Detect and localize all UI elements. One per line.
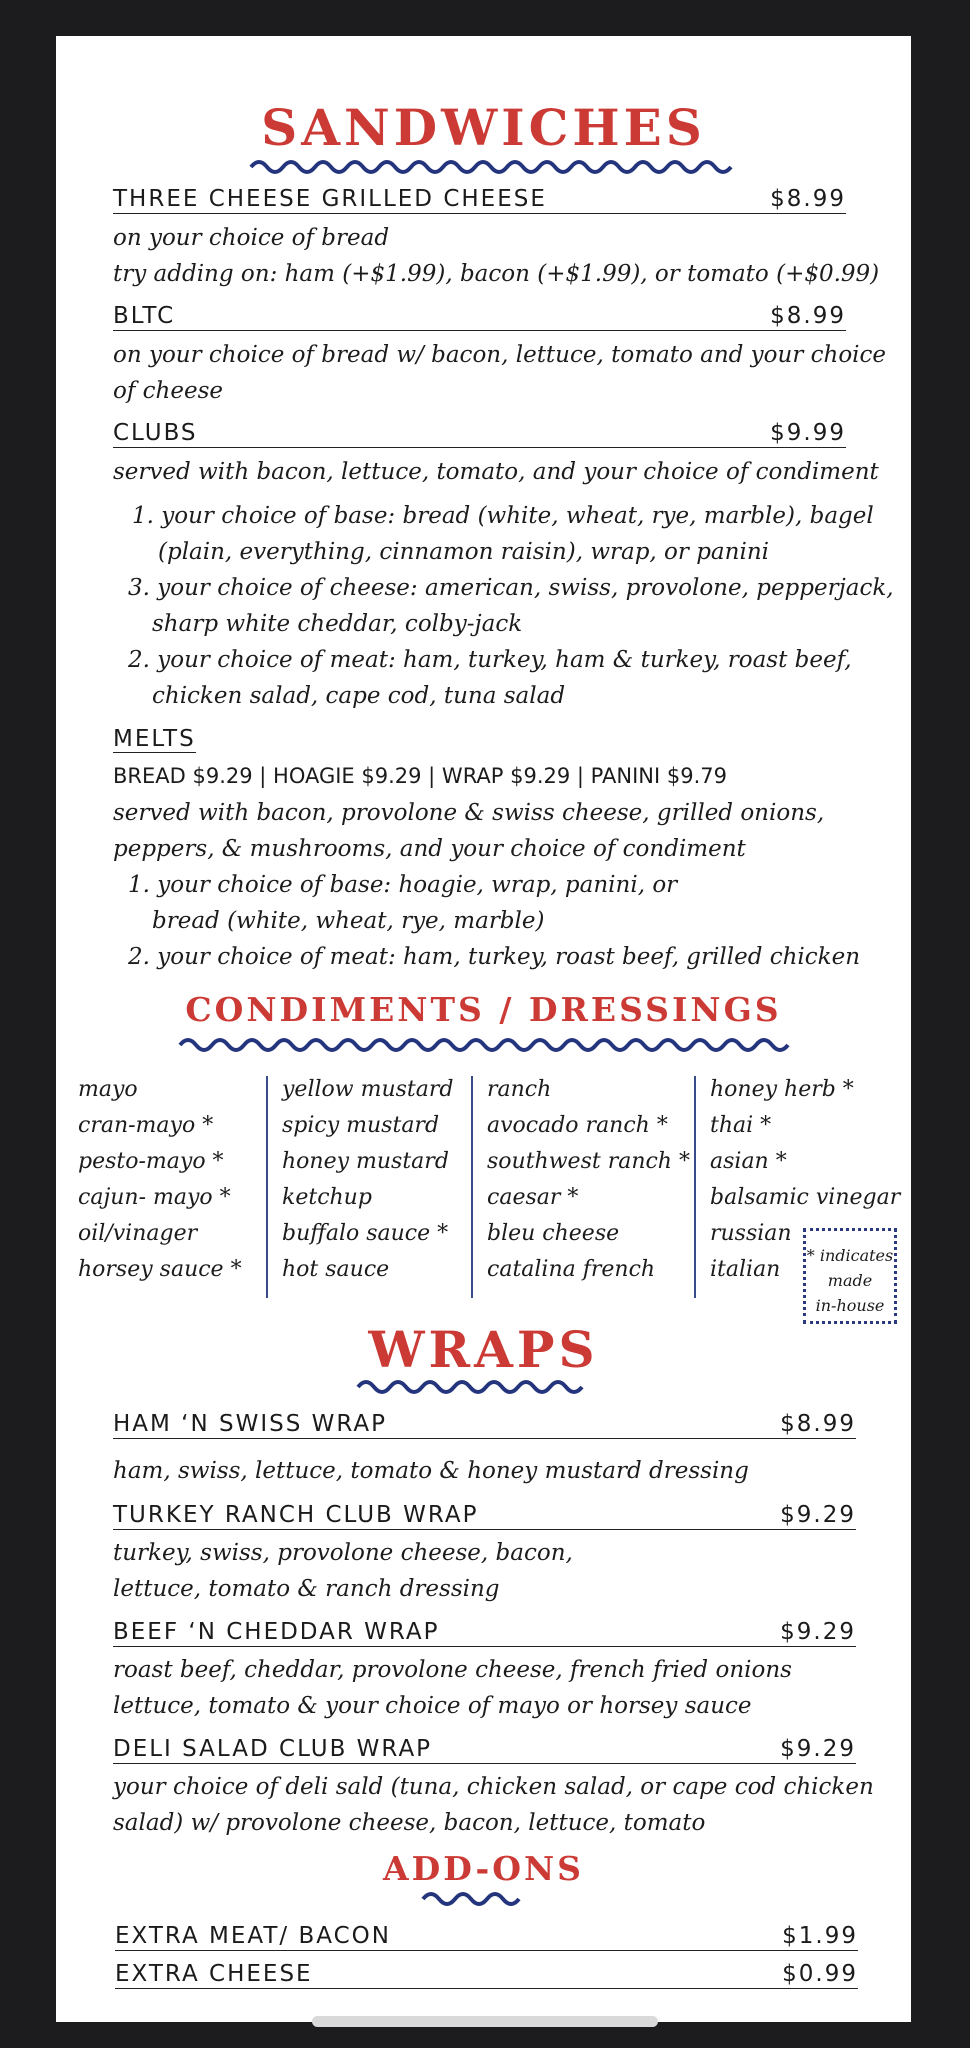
addons-heading: ADD-ONS xyxy=(383,1849,584,1888)
item-price: $9.29 xyxy=(780,1619,856,1645)
menu-item-clubs xyxy=(113,420,846,448)
melts-prices: BREAD $9.29 | HOAGIE $9.29 | WRAP $9.29 | PANINI $9.79 xyxy=(113,764,727,788)
melts-description: served with bacon, provolone & swiss cheese, grilled onions, xyxy=(113,800,825,826)
sandwiches-wave-divider xyxy=(249,156,761,178)
item-name: DELI SALAD CLUB WRAP xyxy=(113,1736,433,1762)
item-description: roast beef, cheddar, provolone cheese, french fried onions xyxy=(113,1657,792,1683)
item-price: $0.99 xyxy=(782,1961,858,1987)
wraps-heading: WRAPS xyxy=(368,1320,599,1379)
condiment-column-2 xyxy=(282,1072,453,1288)
menu-item-deli-salad-club-wrap xyxy=(113,1736,856,1764)
condiment-column-3 xyxy=(487,1072,690,1288)
condiment-item: catalina french xyxy=(487,1257,656,1282)
condiment-item: bleu cheese xyxy=(487,1221,620,1246)
condiment-item: spicy mustard xyxy=(282,1113,440,1138)
column-divider xyxy=(266,1076,268,1298)
condiment-item: mayo xyxy=(78,1077,138,1102)
note-line: in-house xyxy=(815,1296,885,1315)
note-line: made xyxy=(827,1271,873,1290)
item-price: $9.29 xyxy=(780,1502,856,1528)
condiments-heading: CONDIMENTS / DRESSINGS xyxy=(185,990,782,1029)
menu-item-beef-cheddar-wrap xyxy=(113,1619,856,1647)
condiment-item: southwest ranch * xyxy=(487,1149,690,1174)
item-description: try adding on: ham (+$1.99), bacon (+$1.99), or tomato (+$0.99) xyxy=(113,261,880,287)
condiment-item: russian xyxy=(710,1221,792,1246)
condiment-item: cran-mayo * xyxy=(78,1113,214,1138)
menu-item-bltc xyxy=(113,303,846,331)
item-description: lettuce, tomato & your choice of mayo or horsey sauce xyxy=(113,1693,752,1719)
condiment-item: hot sauce xyxy=(282,1257,390,1282)
item-description: salad) w/ provolone cheese, bacon, lettuce, tomato xyxy=(113,1810,706,1836)
wraps-wave-divider xyxy=(356,1376,612,1398)
item-name: EXTRA MEAT/ BACON xyxy=(115,1923,391,1949)
item-description: on your choice of bread w/ bacon, lettuce, tomato and your choice xyxy=(113,342,887,368)
item-name: CLUBS xyxy=(113,420,198,446)
item-price: $8.99 xyxy=(780,1411,856,1437)
condiments-wave-divider xyxy=(178,1034,792,1056)
item-description: your choice of deli sald (tuna, chicken salad, or cape cod chicken xyxy=(113,1774,874,1800)
column-divider xyxy=(694,1076,696,1298)
home-indicator-bar[interactable] xyxy=(312,2016,658,2027)
menu-item-three-cheese xyxy=(113,186,846,214)
addons-wave-divider xyxy=(421,1888,549,1910)
condiment-item: cajun- mayo * xyxy=(78,1185,231,1210)
item-description: of cheese xyxy=(113,378,224,404)
melts-title: MELTS xyxy=(113,726,196,752)
item-price: $8.99 xyxy=(770,303,846,329)
condiment-item: pesto-mayo * xyxy=(78,1149,224,1174)
in-house-note xyxy=(803,1228,897,1324)
addon-extra-cheese xyxy=(115,1961,858,1989)
menu-item-turkey-ranch-club-wrap xyxy=(113,1502,856,1530)
sandwiches-heading: SANDWICHES xyxy=(261,98,706,157)
condiment-item: ranch xyxy=(487,1077,552,1102)
item-description: ham, swiss, lettuce, tomato & honey mustard dressing xyxy=(113,1458,749,1484)
item-price: $1.99 xyxy=(782,1923,858,1949)
condiment-item: honey herb * xyxy=(710,1077,854,1102)
melts-option: 1. your choice of base: hoagie, wrap, panini, or xyxy=(128,872,678,898)
club-option: sharp white cheddar, colby-jack xyxy=(152,611,523,637)
item-name: BLTC xyxy=(113,303,176,329)
item-name: EXTRA CHEESE xyxy=(115,1961,313,1987)
item-price: $9.99 xyxy=(770,420,846,446)
condiment-item: ketchup xyxy=(282,1185,372,1210)
addon-extra-meat-bacon xyxy=(115,1923,858,1951)
condiment-item: honey mustard xyxy=(282,1149,449,1174)
club-option: 1. your choice of base: bread (white, wheat, rye, marble), bagel xyxy=(132,503,874,529)
condiment-item: horsey sauce * xyxy=(78,1257,242,1282)
club-option: 3. your choice of cheese: american, swiss, provolone, pepperjack, xyxy=(128,575,894,601)
item-name: BEEF ‘N CHEDDAR WRAP xyxy=(113,1619,440,1645)
melts-option: bread (white, wheat, rye, marble) xyxy=(152,908,545,934)
condiment-item: asian * xyxy=(710,1149,787,1174)
column-divider xyxy=(471,1076,473,1298)
condiment-item: italian xyxy=(710,1257,781,1282)
item-price: $9.29 xyxy=(780,1736,856,1762)
condiment-item: avocado ranch * xyxy=(487,1113,668,1138)
item-name: HAM ‘N SWISS WRAP xyxy=(113,1411,388,1437)
condiment-item: caesar * xyxy=(487,1185,579,1210)
condiment-item: balsamic vinegar xyxy=(710,1185,901,1210)
menu-page xyxy=(56,36,911,2022)
item-name: THREE CHEESE GRILLED CHEESE xyxy=(113,186,547,212)
note-line: * indicates xyxy=(806,1246,894,1265)
condiment-column-1 xyxy=(78,1072,242,1288)
item-description: on your choice of bread xyxy=(113,225,390,251)
condiment-item: yellow mustard xyxy=(282,1077,454,1102)
item-price: $8.99 xyxy=(770,186,846,212)
item-description: lettuce, tomato & ranch dressing xyxy=(113,1576,500,1602)
menu-item-ham-swiss-wrap xyxy=(113,1411,856,1439)
club-option: chicken salad, cape cod, tuna salad xyxy=(152,683,566,709)
item-description: served with bacon, lettuce, tomato, and your choice of condiment xyxy=(113,459,879,485)
condiment-item: thai * xyxy=(710,1113,772,1138)
condiment-item: buffalo sauce * xyxy=(282,1221,449,1246)
item-name: TURKEY RANCH CLUB WRAP xyxy=(113,1502,479,1528)
club-option: 2. your choice of meat: ham, turkey, ham & turkey, roast beef, xyxy=(128,647,852,673)
item-description: turkey, swiss, provolone cheese, bacon, xyxy=(113,1540,573,1566)
condiment-item: oil/vinager xyxy=(78,1221,198,1246)
club-option: (plain, everything, cinnamon raisin), wrap, or panini xyxy=(158,539,769,565)
melts-option: 2. your choice of meat: ham, turkey, roast beef, grilled chicken xyxy=(128,944,861,970)
melts-description: peppers, & mushrooms, and your choice of condiment xyxy=(113,836,746,862)
